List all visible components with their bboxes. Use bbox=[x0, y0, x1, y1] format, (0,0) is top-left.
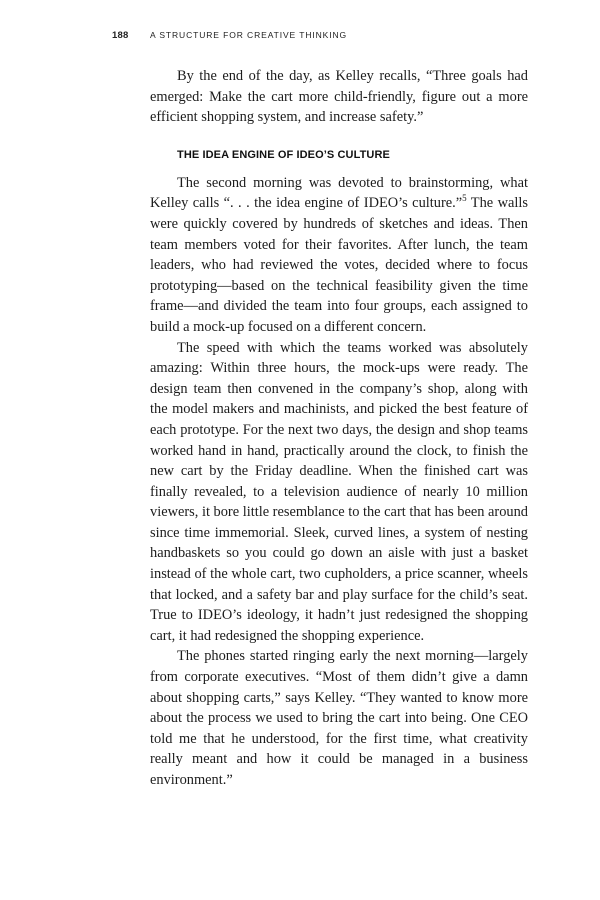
body-text bbox=[150, 66, 528, 791]
running-head bbox=[112, 30, 532, 44]
footnote-reference: 5 bbox=[462, 193, 467, 204]
section-heading: THE IDEA ENGINE OF IDEO’S CULTURE bbox=[177, 148, 390, 161]
paragraph-brainstorming-text-a: The second morning was devoted to brainstorming, what Kelley calls “. . . the idea engine of IDEO’s culture.” bbox=[150, 174, 528, 212]
page-number: 188 bbox=[112, 30, 129, 41]
paragraph-brainstorming-text-b: The walls were quickly covered by hundreds of sketches and ideas. Then team members voted for their favorites. After lunch, the team leaders, who had reviewed the votes, decided where to focus prototyping—based on the technical feasibility given the time frame—and divided the team into four groups, each assigned to build a mock-up focused on a different concern. bbox=[150, 195, 528, 335]
paragraph-prototyping: The speed with which the teams worked was absolutely amazing: Within three hours, the mock-ups were ready. The design team then convened in the company’s shop, along with the model makers and machinists, and picked the best feature of each prototype. For the next two days, the design and shop teams worked hand in hand, practically around the clock, to finish the new cart by the Friday deadline. When the finished cart was finally revealed, to a television audience of nearly 10 million viewers, it bore little resemblance to the cart that has been around since time immemorial. Sleek, curved lines, a system of nesting handbaskets so you could go down an aisle with just a basket instead of the whole cart, two cupholders, a price scanner, wheels that locked, and a safety bar and play surface for the child’s seat. True to IDEO’s ideology, it hadn’t just redesigned the shopping cart, it had redesigned the shopping experience. bbox=[150, 339, 529, 644]
running-title: A STRUCTURE FOR CREATIVE THINKING bbox=[150, 30, 348, 40]
paragraph-reaction: The phones started ringing early the next morning—largely from corporate executives. “Most of them didn’t give a damn about shopping carts,” says Kelley. “They wanted to know more about the process we used to bring the cart into being. One CEO told me that he understood, for the first time, what creativity really meant and how it could be managed in a business environment.” bbox=[150, 648, 528, 788]
paragraph-brainstorming bbox=[150, 173, 528, 338]
intro-paragraph: By the end of the day, as Kelley recalls, “Three goals had emerged: Make the cart more child-friendly, figure out a more efficient shopping system, and increase safety.” bbox=[150, 68, 528, 126]
